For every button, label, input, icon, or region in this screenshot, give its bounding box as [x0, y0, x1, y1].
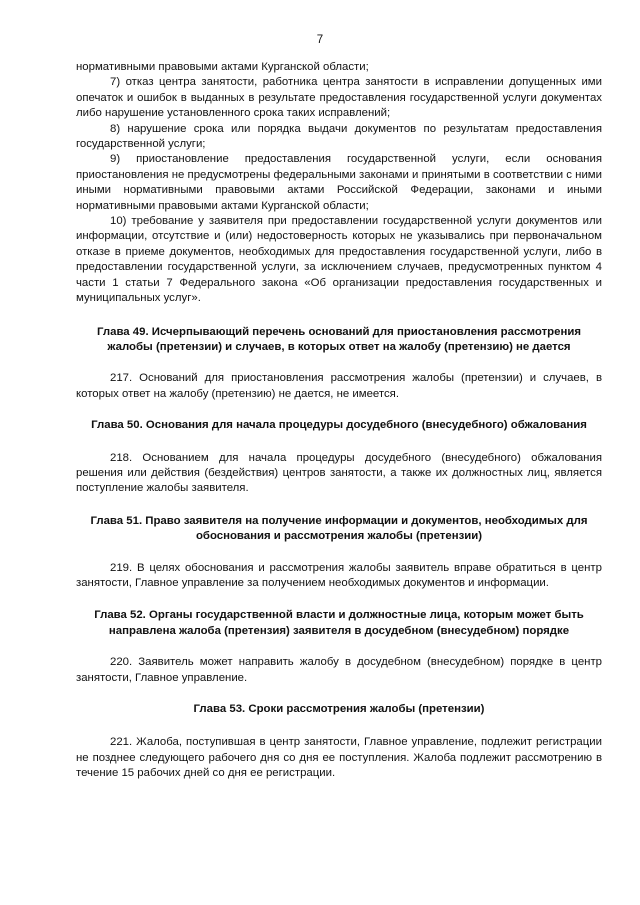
chapter-53-title: Глава 53. Сроки рассмотрения жалобы (претензии)	[193, 703, 485, 715]
chapter-52-title: Глава 52. Органы государственной власти и должностные лица, которым может быть направлена жалоба (претензия) заявителя в досудебном (внесудебном) порядке	[94, 609, 584, 637]
list-item-8: 8) нарушение срока или порядка выдачи документов по результатам предоставления государственной услуги;	[76, 122, 602, 151]
paragraph-220: 220. Заявитель может направить жалобу в досудебном (внесудебном) порядке в центр занятости, Главное управление.	[76, 656, 602, 684]
paragraph-221: 221. Жалоба, поступившая в центр занятости, Главное управление, подлежит регистрации не позднее следующего рабочего дня со дня ее поступления. Жалоба подлежит рассмотрению в течение 15 рабочих дней со дня ее регистрации.	[76, 736, 602, 780]
list-item-10: 10) требование у заявителя при предоставлении государственной услуги документов или информации, отсутствие и (или) недостоверность которых не указывались при первоначальном отказе в приеме документов, необходимых для предоставления государственной услуги, либо в предоставлении государственной услуги, за исключением случаев, предусмотренных пунктом 4 части 1 статьи 7 Федерального закона «Об организации предоставления государственных и муниципальных услуг».	[76, 215, 602, 305]
paragraph-218: 218. Основанием для начала процедуры досудебного (внесудебного) обжалования решения или действия (бездействия) центров занятости, а также их должностных лиц, является поступление жалобы заявителя.	[76, 451, 602, 495]
list-item-continuation: нормативными правовыми актами Курганской области;	[76, 61, 369, 73]
list-item-9: 9) приостановление предоставления государственной услуги, если основания приостановления не предусмотрены федеральными законами и принятыми в соответствии с ними иными нормативными правовыми актами Российской Федерации, законами и иными нормативными правовыми актами Курганской области;	[76, 153, 602, 212]
chapter-50-title: Глава 50. Основания для начала процедуры досудебного (внесудебного) обжалования	[91, 419, 587, 432]
paragraph-217: 217. Оснований для приостановления рассмотрения жалобы (претензии) и случаев, в которых ответ на жалобу (претензию) не дается, не имеется.	[76, 372, 602, 400]
paragraph-219: 219. В целях обоснования и рассмотрения жалобы заявитель вправе обратиться в центр занятости, Главное управление за получением необходимых документов и информации.	[76, 561, 602, 589]
chapter-51-title: Глава 51. Право заявителя на получение информации и документов, необходимых для обоснования и рассмотрения жалобы (претензии)	[90, 514, 588, 543]
page-number: 7	[316, 34, 324, 46]
list-item-7: 7) отказ центра занятости, работника центра занятости в исправлении допущенных ими опечаток и ошибок в выданных в результате предоставления государственной услуги документах либо нарушение установленного срока таких исправлений;	[76, 76, 602, 120]
chapter-49-title: Глава 49. Исчерпывающий перечень оснований для приостановления рассмотрения жалобы (претензии) и случаев, в которых ответ на жалобу (претензию) не дается	[97, 325, 581, 353]
document-body	[76, 60, 602, 782]
